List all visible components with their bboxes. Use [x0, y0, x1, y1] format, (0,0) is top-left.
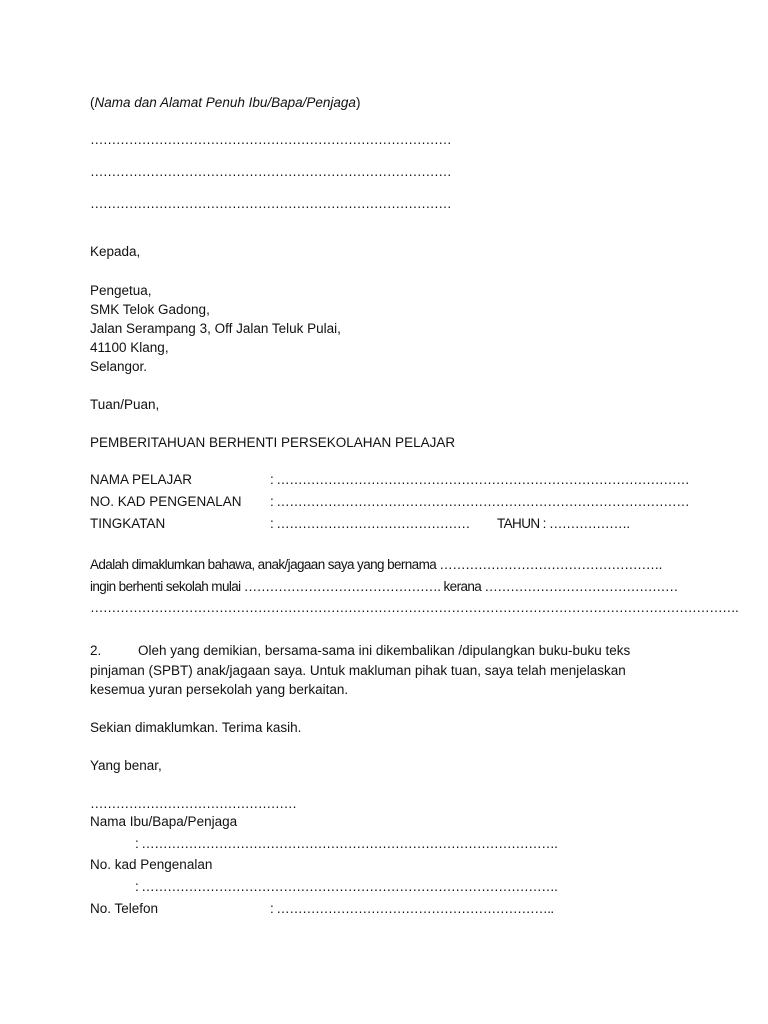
salutation: Tuan/Puan,	[90, 397, 160, 412]
tingkatan-label: TINGKATAN	[90, 516, 166, 531]
recipient-line-5: Selangor.	[90, 359, 148, 374]
tingkatan-field: : ………………………………………	[270, 516, 470, 531]
recipient-line-1: Pengetua,	[90, 283, 152, 298]
closing-line: Sekian dimaklumkan. Terima kasih.	[90, 720, 302, 735]
parent-address-line-3: …………………………………………………………………………	[90, 196, 452, 211]
recipient-line-3: Jalan Serampang 3, Off Jalan Teluk Pulai,	[90, 321, 341, 336]
parent-ic-label: No. kad Pengenalan	[90, 857, 213, 872]
subject-title: PEMBERITAHUAN BERHENTI PERSEKOLAHAN PELAJAR	[90, 435, 456, 450]
parent-address-line-2: …………………………………………………………………………	[90, 164, 452, 179]
para1-line-3: …………………………………………………………………………………………………………………………………….	[90, 600, 739, 615]
parent-address-heading: (Nama dan Alamat Penuh Ibu/Bapa/Penjaga)	[90, 95, 361, 110]
para2-line-3: kesemua yuran persekolah yang berkaitan.	[90, 682, 349, 697]
para2-number: 2.	[90, 643, 102, 658]
student-ic-label: NO. KAD PENGENALAN	[90, 494, 242, 509]
kepada-label: Kepada,	[90, 244, 141, 259]
tahun-field: TAHUN : ……………….	[497, 516, 630, 531]
parent-name-label: Nama Ibu/Bapa/Penjaga	[90, 814, 238, 829]
para2-line-1: Oleh yang demikian, bersama-sama ini dikembalikan /dipulangkan buku-buku teks	[138, 643, 631, 658]
student-name-label: NAMA PELAJAR	[90, 472, 193, 487]
recipient-line-2: SMK Telok Gadong,	[90, 302, 210, 317]
parent-address-line-1: …………………………………………………………………………	[90, 132, 452, 147]
parent-ic-field: : …………………………………………………………………………………….	[135, 879, 558, 894]
parent-name-field: : …………………………………………………………………………………….	[135, 836, 558, 851]
student-ic-field: : ……………………………………………………………………………………	[270, 494, 690, 509]
recipient-line-4: 41100 Klang,	[90, 340, 169, 355]
phone-field: : ………………………………………………………..	[270, 901, 554, 916]
phone-label: No. Telefon	[90, 901, 159, 916]
signature-line: …………………………………………	[90, 796, 297, 811]
para1-line-1: Adalah dimaklumkan bahawa, anak/jagaan saya yang bernama …………………………………………….	[90, 557, 662, 572]
student-name-field: : ……………………………………………………………………………………	[270, 472, 690, 487]
para1-line-2: ingin berhenti sekolah mulai ………………………………………. kerana ………………………………………	[90, 579, 678, 594]
para2-line-2: pinjaman (SPBT) anak/jagaan saya. Untuk makluman pihak tuan, saya telah menjelaskan	[90, 663, 626, 678]
yang-benar: Yang benar,	[90, 758, 162, 773]
